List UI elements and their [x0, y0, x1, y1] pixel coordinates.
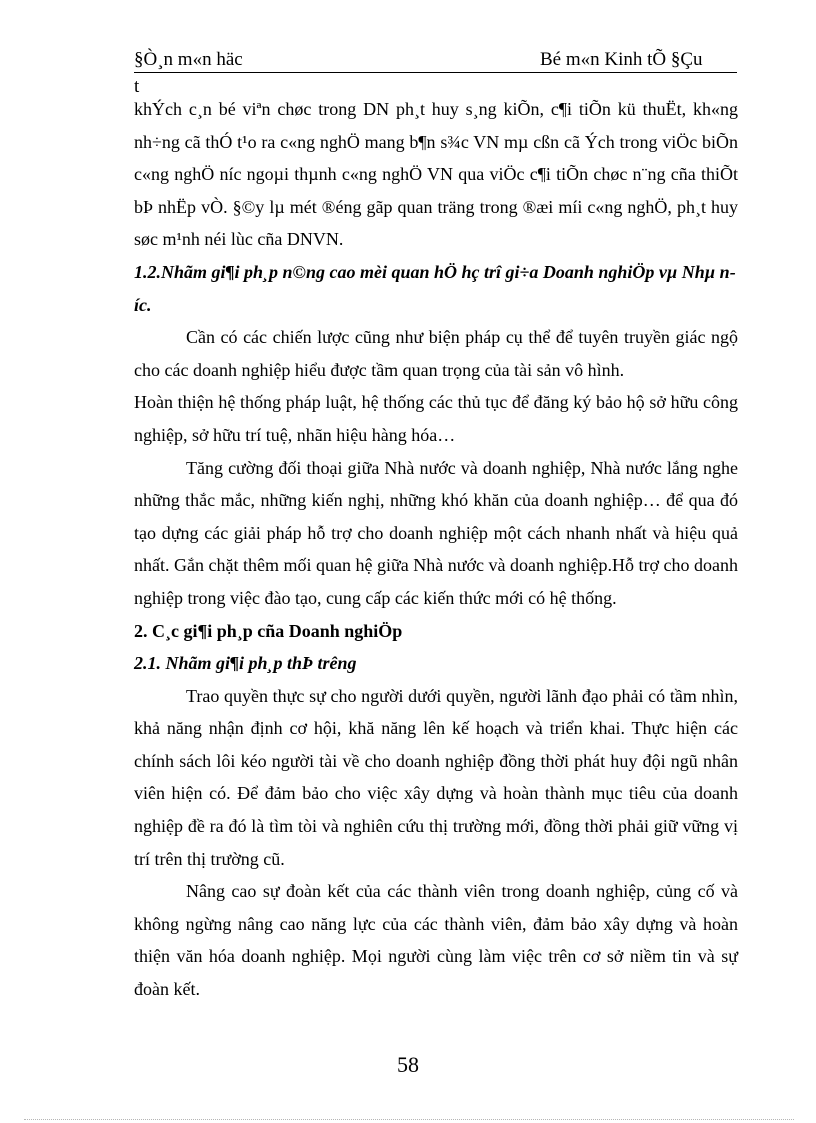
heading-2: 2. C¸c gi¶i ph¸p cña Doanh nghiÖp [134, 620, 403, 641]
heading-1-2: 1.2.Nhãm gi¶i ph¸p n©ng cao mèi quan hÖ hç trî gi÷a Doanh nghiÖp vµ Nhµ níc. [134, 261, 736, 315]
paragraph-3: Hoàn thiện hệ thống pháp luật, hệ thống các thủ tục để đăng ký bảo hộ sở hữu công nghiệp, sở hữu trí tuệ, nhãn hiệu hàng hóa… [134, 392, 738, 445]
paragraph-5: Trao quyền thực sự cho người dưới quyền, người lãnh đạo phải có tầm nhìn, khả năng nhận định cơ hội, khă năng lên kế hoạch và triển khai. Thực hiện các chính sách lôi kéo người tài về cho doanh nghiệp đồng thời phát huy đội ngũ nhân viên hiện có. Để đảm bảo cho việc xây dựng và hoàn thành mục tiêu của doanh nghiệp đề ra đó là tìm tòi và nghiên cứu thị trường mới, đồng thời phải giữ vững vị trí trên thị trường cũ. [134, 685, 738, 869]
document-body [134, 93, 738, 1006]
header-rule [134, 72, 737, 73]
paragraph-6: Nâng cao sự đoàn kết của các thành viên trong doanh nghiệp, củng cố và không ngừng nâng cao năng lực của các thành viên, đảm bảo xây dựng và hoàn thiện văn hóa doanh nghiệp. Mọi người cùng làm việc trên cơ sở niềm tin và sự đoàn kết. [134, 881, 738, 1000]
paragraph-1: khÝch c¸n bé viªn chøc trong DN ph¸t huy s¸ng kiÕn, c¶i tiÕn kü thuËt, kh«ng nh÷ng cã thÓ t¹o ra c«ng nghÖ mang b¶n s¾c VN mµ cßn cã Ých trong viÖc biÕn c«ng nghÖ níc ngoµi thµnh c«ng nghÖ VN qua viÖc c¶i tiÕn chøc n¨ng cña thiÕt bÞ nhËp vÒ. §©y lµ mét ®éng gãp quan träng trong ®æi míi c«ng nghÖ, ph¸t huy søc m¹nh néi lùc cña DNVN. [134, 99, 738, 250]
header-left-title: §Ò¸n m«n häc [134, 49, 243, 70]
heading-2-1: 2.1. Nhãm gi¶i ph¸p thÞ trêng [134, 653, 357, 674]
paragraph-4: Tăng cường đối thoại giữa Nhà nước và doanh nghiệp, Nhà nước lắng nghe những thắc mắc, những kiến nghị, những khó khăn của doanh nghiệp… để qua đó tạo dựng các giải pháp hỗ trợ cho doanh nghiệp một cách nhanh nhất và hiệu quả nhất. Gắn chặt thêm mối quan hệ giữa Nhà nước và doanh nghiệp.Hỗ trợ cho doanh nghiệp trong việc đào tạo, cung cấp các kiến thức mới có hệ thống. [134, 457, 738, 608]
header-right-title: Bé m«n Kinh tÕ §Çu [540, 49, 703, 70]
page-number: 58 [397, 1052, 419, 1077]
footer-dotted-rule [24, 1119, 794, 1120]
paragraph-2: Cần có các chiến lược cũng như biện pháp cụ thể để tuyên truyền giác ngộ cho các doanh nghiệp hiểu được tầm quan trọng của tài sản vô hình. [134, 327, 738, 380]
header-wrap-text: t [134, 76, 140, 97]
